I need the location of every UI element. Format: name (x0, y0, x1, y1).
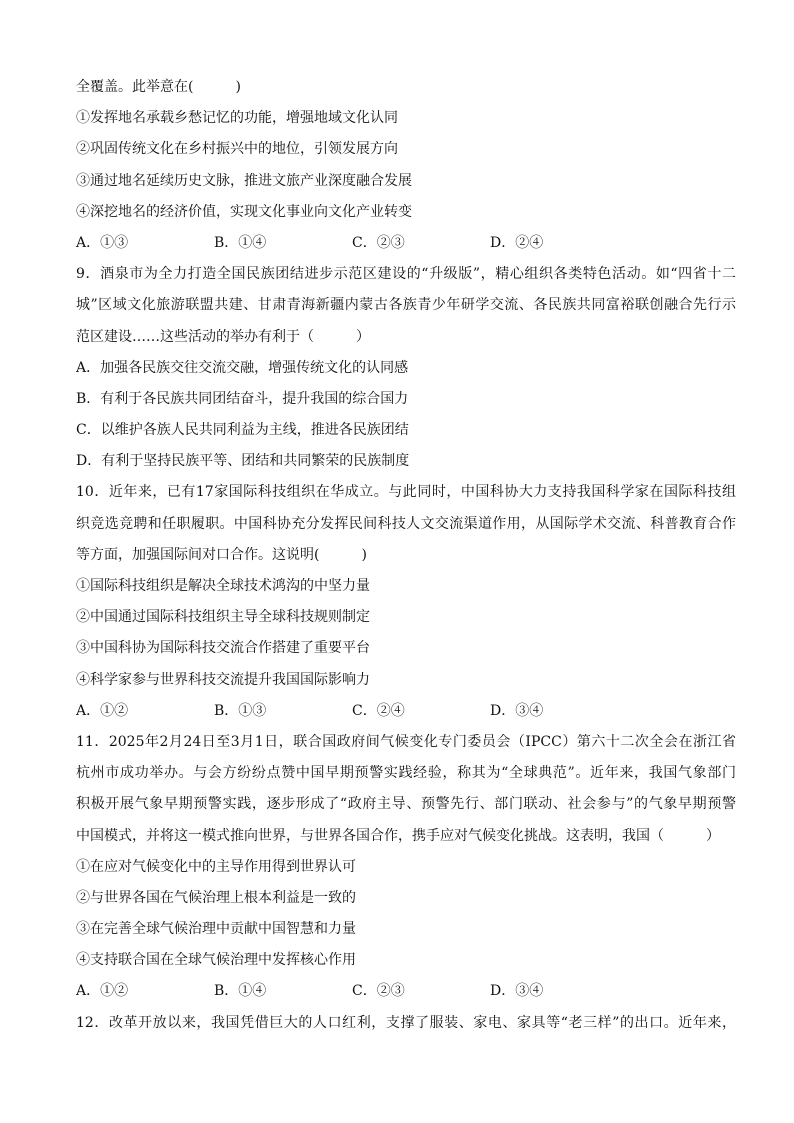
q10-option-a: A．①② (76, 702, 129, 719)
q8-statement-3: ③通过地名延续历史文脉，推进文旅产业深度融合发展 (76, 172, 412, 189)
document-page (76, 72, 736, 1039)
q11-stem-line-2: 杭州市成功举办。与会方纷纷点赞中国早期预警实践经验，称其为“全球典范”。近年来，我国气象部门 (76, 765, 736, 782)
q9-option-c: C．以维护各族人民共同利益为主线，推进各民族团结 (76, 422, 409, 439)
q10-stem-line-2: 织竞选竞聘和任职履职。中国科协充分发挥民间科技人文交流渠道作用，从国际学术交流、科普教育合作 (76, 515, 736, 532)
q8-stem-tail: 全覆盖。此举意在( ) (76, 79, 241, 95)
q11-stem-line-4: 中国模式，并将这一模式推向世界，与世界各国合作，携手应对气候变化挑战。这表明，我国（ ） (76, 827, 720, 844)
q9-stem-line-1: 9．酒泉市为全力打造全国民族团结进步示范区建设的“升级版”，精心组织各类特色活动。如“四省十二 (76, 266, 736, 283)
q12-stem-line-1: 12．改革开放以来，我国凭借巨大的人口红利，支撑了服装、家电、家具等“老三样”的出口。近年来， (76, 1014, 736, 1031)
q11-statement-3: ③在完善全球气候治理中贡献中国智慧和力量 (76, 921, 356, 938)
q8-statement-4: ④深挖地名的经济价值，实现文化事业向文化产业转变 (76, 203, 412, 220)
q11-statement-1: ①在应对气候变化中的主导作用得到世界认可 (76, 858, 356, 875)
q10-statement-4: ④科学家参与世界科技交流提升我国国际影响力 (76, 671, 370, 688)
q8-statement-1: ①发挥地名承载乡愁记忆的功能，增强地域文化认同 (76, 110, 398, 127)
q10-statement-3: ③中国科协为国际科技交流合作搭建了重要平台 (76, 640, 370, 657)
q11-option-b: B．①④ (214, 983, 267, 1000)
q10-option-b: B．①③ (214, 702, 267, 719)
q10-stem-line-3: 等方面，加强国际间对口合作。这说明( ) (76, 546, 367, 563)
q10-option-c: C．②④ (352, 702, 405, 719)
q11-options (76, 976, 736, 1007)
q8-options (76, 228, 736, 259)
q9-stem-line-2: 城”区域文化旅游联盟共建、甘肃青海新疆内蒙古各族青少年研学交流、各民族共同富裕联创融合先行示 (76, 297, 736, 314)
q8-option-c: C．②③ (352, 234, 405, 251)
q11-stem-line-1: 11．2025年2月24日至3月1日，联合国政府间气候变化专门委员会（IPCC）第六十二次全会在浙江省 (76, 733, 736, 750)
q10-option-d: D．③④ (490, 702, 544, 719)
q11-statement-2: ②与世界各国在气候治理上根本利益是一致的 (76, 889, 356, 906)
q8-option-b: B．①④ (214, 234, 267, 251)
q11-option-d: D．③④ (490, 983, 544, 1000)
q9-option-a: A．加强各民族交往交流交融，增强传统文化的认同感 (76, 359, 409, 376)
q8-statement-2: ②巩固传统文化在乡村振兴中的地位，引领发展方向 (76, 141, 398, 158)
q11-stem-line-3: 积极开展气象早期预警实践，逐步形成了“政府主导、预警先行、部门联动、社会参与”的气象早期预警 (76, 796, 736, 813)
q11-statement-4: ④支持联合国在全球气候治理中发挥核心作用 (76, 952, 356, 969)
q8-option-d: D．②④ (490, 234, 544, 251)
q8-option-a: A．①③ (76, 234, 129, 251)
q9-option-b: B．有利于各民族共同团结奋斗，提升我国的综合国力 (76, 390, 409, 407)
q10-statement-2: ②中国通过国际科技组织主导全球科技规则制定 (76, 609, 370, 626)
q10-statement-1: ①国际科技组织是解决全球技术鸿沟的中坚力量 (76, 578, 370, 594)
q11-option-c: C．②③ (352, 983, 405, 1000)
q10-stem-line-1: 10．近年来，已有17家国际科技组织在华成立。与此同时，中国科协大力支持我国科学家在国际科技组 (76, 484, 736, 501)
q9-stem-line-3: 范区建设……这些活动的举办有利于（ ） (76, 328, 370, 345)
q11-option-a: A．①② (76, 983, 129, 1000)
q10-options (76, 696, 736, 727)
q9-option-d: D．有利于坚持民族平等、团结和共同繁荣的民族制度 (76, 453, 410, 470)
